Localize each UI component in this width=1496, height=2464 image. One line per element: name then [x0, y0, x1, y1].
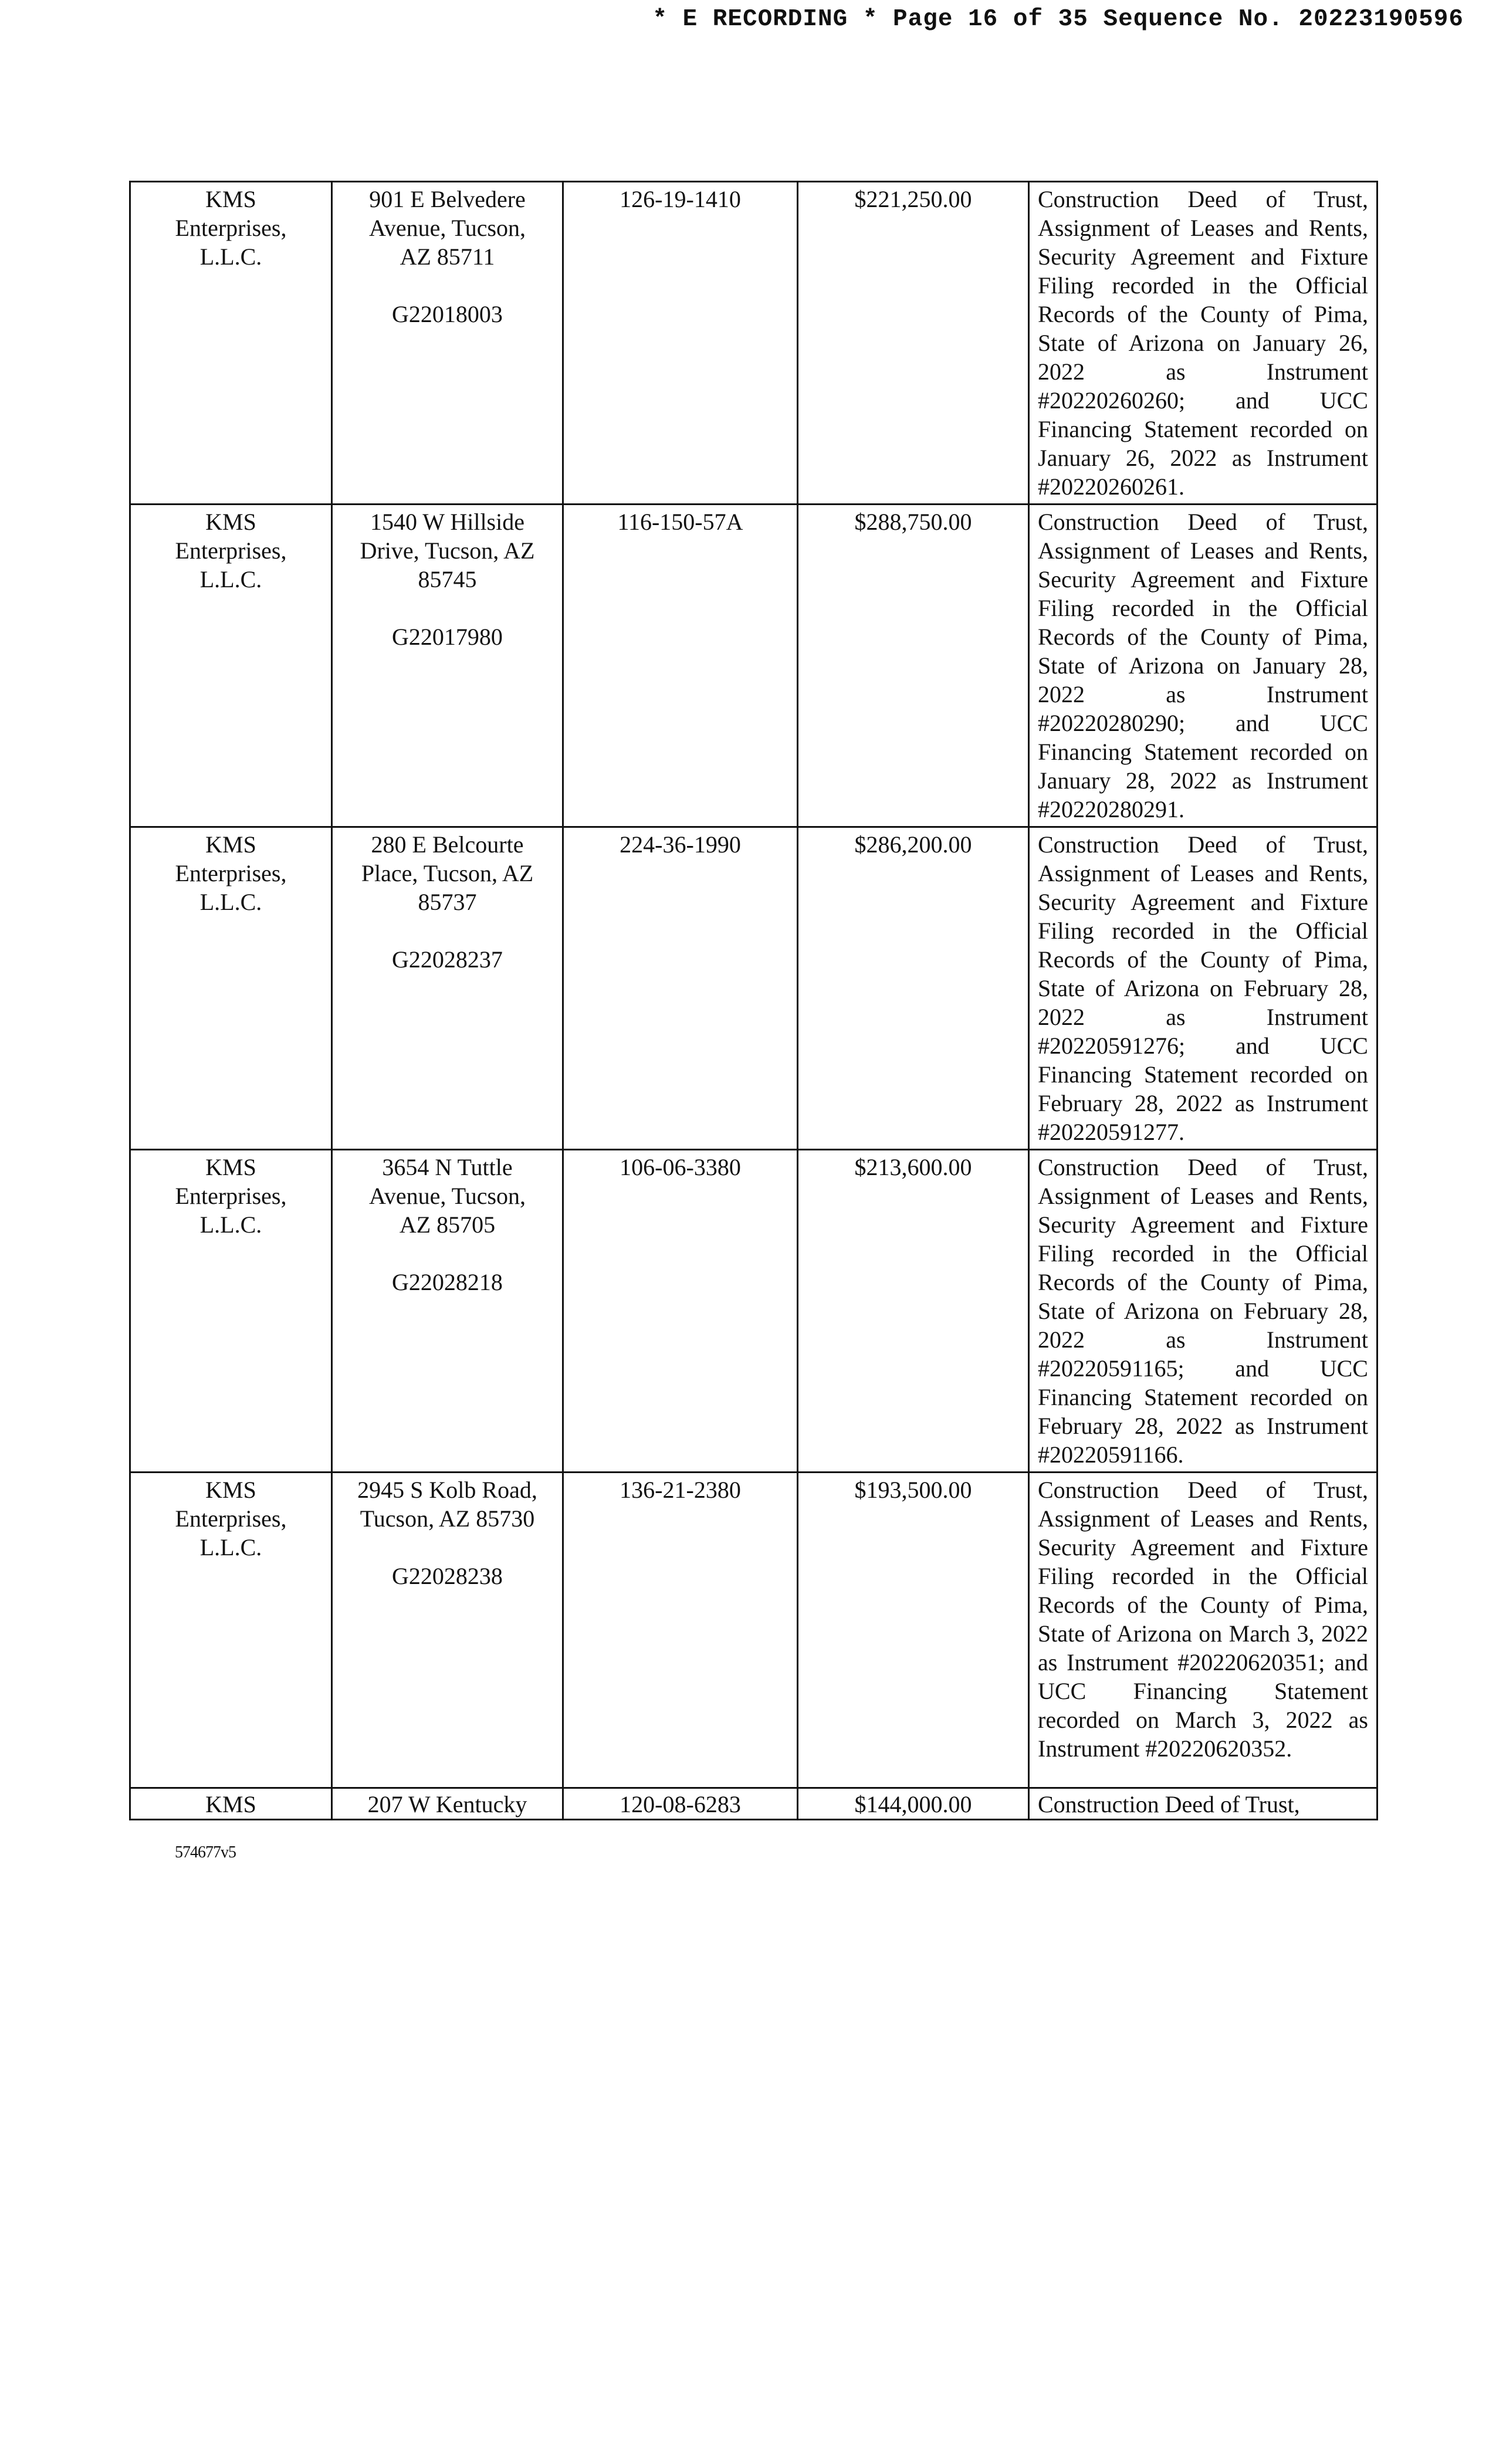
borrower-name-line: Enterprises,	[175, 537, 287, 564]
borrower-name-line: L.L.C.	[199, 1534, 262, 1561]
address-line: AZ 85705	[399, 1211, 496, 1238]
loan-code: G22028238	[392, 1563, 503, 1589]
address-line: Tucson, AZ 85730	[360, 1505, 535, 1532]
parcel-number-cell: 120-08-6283	[563, 1788, 798, 1820]
address-line: 85737	[418, 889, 477, 915]
loan-code: G22017980	[392, 624, 503, 650]
address-line: 280 E Belcourte	[371, 831, 524, 858]
borrower-name-line: Enterprises,	[175, 1183, 287, 1209]
address-line: Place, Tucson, AZ	[361, 860, 534, 886]
property-records-table	[129, 181, 1378, 1820]
property-address-cell	[332, 182, 563, 505]
loan-code: G22028237	[392, 946, 503, 973]
borrower-name-line: L.L.C.	[199, 566, 262, 593]
property-address-cell: 207 W Kentucky	[332, 1788, 563, 1820]
loan-code: G22028218	[392, 1269, 503, 1295]
table-row	[130, 827, 1377, 1150]
address-line: 2945 S Kolb Road,	[357, 1477, 537, 1503]
address-line: 901 E Belvedere	[369, 186, 526, 212]
parcel-number-cell: 106-06-3380	[563, 1150, 798, 1473]
parcel-number-cell: 224-36-1990	[563, 827, 798, 1150]
document-id-footer: 574677v5	[175, 1843, 236, 1861]
loan-amount-cell: $288,750.00	[798, 505, 1029, 827]
address-line: 1540 W Hillside	[370, 509, 524, 535]
borrower-name-line: KMS	[205, 1154, 256, 1180]
loan-amount-cell: $144,000.00	[798, 1788, 1029, 1820]
borrower-name-line: KMS	[205, 831, 256, 858]
recording-header: * E RECORDING * Page 16 of 35 Sequence No. 20223190596	[652, 6, 1464, 33]
loan-amount-cell: $193,500.00	[798, 1473, 1029, 1788]
address-line: Avenue, Tucson,	[368, 215, 526, 241]
loan-amount-cell: $286,200.00	[798, 827, 1029, 1150]
loan-code: G22018003	[392, 301, 503, 327]
property-address-cell	[332, 505, 563, 827]
instrument-description-cell: Construction Deed of Trust, Assignment of Leases and Rents, Security Agreement and Fixture Filing recorded in the Official Records of the County of Pima, State of Arizona on March 3, 2022 as Instrument #20220620351; and UCC Financing Statement recorded on March 3, 2022 as Instrument #20220620352.	[1029, 1473, 1377, 1788]
table-row	[130, 1150, 1377, 1473]
table-row	[130, 505, 1377, 827]
instrument-description-cell: Construction Deed of Trust, Assignment of Leases and Rents, Security Agreement and Fixture Filing recorded in the Official Records of the County of Pima, State of Arizona on January 26, 2022 as Instrument #20220260260; and UCC Financing Statement recorded on January 26, 2022 as Instrument #20220260261.	[1029, 182, 1377, 505]
address-line: AZ 85711	[400, 243, 495, 270]
borrower-name-cell	[130, 827, 332, 1150]
address-line: Avenue, Tucson,	[368, 1183, 526, 1209]
borrower-name-line: KMS	[205, 1477, 256, 1503]
instrument-description-cell: Construction Deed of Trust,	[1029, 1788, 1377, 1820]
property-address-cell	[332, 1473, 563, 1788]
borrower-name-line: L.L.C.	[199, 889, 262, 915]
address-line: 3654 N Tuttle	[382, 1154, 513, 1180]
borrower-name-cell	[130, 1150, 332, 1473]
property-address-cell	[332, 827, 563, 1150]
borrower-name-line: Enterprises,	[175, 1505, 287, 1532]
borrower-name-line: KMS	[205, 509, 256, 535]
borrower-name-cell	[130, 182, 332, 505]
address-line: 85745	[418, 566, 477, 593]
borrower-name-cell: KMS	[130, 1788, 332, 1820]
parcel-number-cell: 126-19-1410	[563, 182, 798, 505]
table-row	[130, 182, 1377, 505]
parcel-number-cell: 116-150-57A	[563, 505, 798, 827]
instrument-description-cell: Construction Deed of Trust, Assignment of Leases and Rents, Security Agreement and Fixture Filing recorded in the Official Records of the County of Pima, State of Arizona on February 28, 2022 as Instrument #20220591276; and UCC Financing Statement recorded on February 28, 2022 as Instrument #20220591277.	[1029, 827, 1377, 1150]
borrower-name-cell	[130, 1473, 332, 1788]
instrument-description-cell: Construction Deed of Trust, Assignment of Leases and Rents, Security Agreement and Fixture Filing recorded in the Official Records of the County of Pima, State of Arizona on January 28, 2022 as Instrument #20220280290; and UCC Financing Statement recorded on January 28, 2022 as Instrument #20220280291.	[1029, 505, 1377, 827]
table-row	[130, 1473, 1377, 1788]
property-address-cell	[332, 1150, 563, 1473]
borrower-name-line: L.L.C.	[199, 1211, 262, 1238]
table-row-partial	[130, 1788, 1377, 1820]
parcel-number-cell: 136-21-2380	[563, 1473, 798, 1788]
borrower-name-line: KMS	[205, 186, 256, 212]
borrower-name-line: Enterprises,	[175, 860, 287, 886]
borrower-name-line: L.L.C.	[199, 243, 262, 270]
loan-amount-cell: $213,600.00	[798, 1150, 1029, 1473]
instrument-description-cell: Construction Deed of Trust, Assignment of Leases and Rents, Security Agreement and Fixture Filing recorded in the Official Records of the County of Pima, State of Arizona on February 28, 2022 as Instrument #20220591165; and UCC Financing Statement recorded on February 28, 2022 as Instrument #20220591166.	[1029, 1150, 1377, 1473]
loan-amount-cell: $221,250.00	[798, 182, 1029, 505]
address-line: Drive, Tucson, AZ	[360, 537, 535, 564]
borrower-name-line: Enterprises,	[175, 215, 287, 241]
borrower-name-cell	[130, 505, 332, 827]
